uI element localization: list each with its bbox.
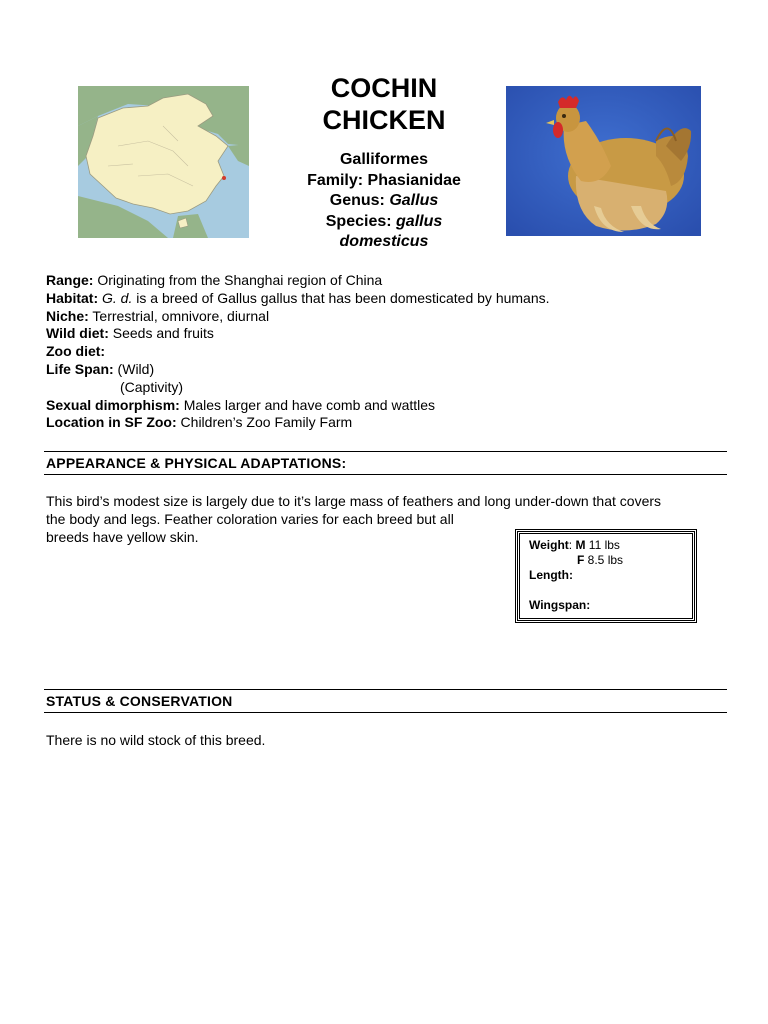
taxon-order: Galliformes xyxy=(339,151,429,168)
measurements-box xyxy=(517,531,695,621)
fact-dimorphism xyxy=(46,397,550,415)
dimorphism-value: Males larger and have comb and wattles xyxy=(179,396,436,413)
weight-row xyxy=(529,538,692,553)
habitat-label: Habitat: xyxy=(46,289,99,306)
fact-life-span xyxy=(46,361,550,379)
female-row xyxy=(529,553,692,568)
fact-habitat xyxy=(46,290,550,308)
taxon-species xyxy=(270,212,498,233)
wild-diet-label: Wild diet: xyxy=(46,325,109,342)
facts-list xyxy=(46,272,550,432)
title-line-2: CHICKEN xyxy=(322,105,446,135)
taxon-species-cont: domesticus xyxy=(339,233,429,250)
location-label: Location in SF Zoo: xyxy=(46,414,177,431)
habitat-value: is a breed of Gallus gallus that has been domesticated by humans. xyxy=(132,289,550,306)
habitat-abbr: G. d. xyxy=(102,289,133,306)
appearance-line-1: This bird’s modest size is largely due to it’s large mass of feathers and long under-down that covers xyxy=(46,493,662,509)
life-span-wild: (Wild) xyxy=(113,360,155,377)
family-value: Phasianidae xyxy=(367,171,461,189)
fact-life-span-captivity: (Captivity) xyxy=(120,378,184,395)
length-label: Length: xyxy=(529,568,573,582)
fact-niche xyxy=(46,308,550,326)
fact-location xyxy=(46,414,550,432)
taxon-genus xyxy=(270,191,498,212)
title-block xyxy=(270,72,498,253)
species-label: Species: xyxy=(325,212,397,230)
china-map-icon xyxy=(78,86,249,238)
life-span-label: Life Span: xyxy=(46,360,114,377)
wild-diet-value: Seeds and fruits xyxy=(108,325,214,342)
length-row xyxy=(529,568,692,583)
wingspan-label: Wingspan: xyxy=(529,598,591,612)
wingspan-row xyxy=(529,598,692,613)
species-value-1: gallus xyxy=(396,212,443,230)
genus-label: Genus: xyxy=(329,192,390,209)
taxonomy xyxy=(270,150,498,253)
family-label: Family: xyxy=(307,171,368,189)
appearance-heading: APPEARANCE & PHYSICAL ADAPTATIONS: xyxy=(44,451,727,475)
appearance-line-2: the body and legs. Feather coloration varies for each breed but all xyxy=(46,511,454,527)
weight-sep: : xyxy=(568,538,576,552)
weight-label: Weight xyxy=(529,538,569,552)
taxon-family xyxy=(270,171,498,192)
male-label: M xyxy=(575,538,586,552)
cochin-rooster-photo xyxy=(506,86,701,236)
niche-label: Niche: xyxy=(46,307,89,324)
status-text: There is no wild stock of this breed. xyxy=(46,732,266,748)
niche-value: Terrestrial, omnivore, diurnal xyxy=(88,307,270,324)
page-title xyxy=(270,72,498,136)
range-value: Originating from the Shanghai region of China xyxy=(93,272,383,288)
male-value: 11 lbs xyxy=(585,538,620,552)
fact-zoo-diet xyxy=(46,343,550,361)
location-value: Children’s Zoo Family Farm xyxy=(176,414,353,431)
status-heading: STATUS & CONSERVATION xyxy=(44,689,727,713)
fact-range xyxy=(46,272,550,290)
title-line-1: COCHIN xyxy=(330,73,438,103)
female-value: 8.5 lbs xyxy=(584,553,624,567)
appearance-line-3: breeds have yellow skin. xyxy=(46,529,199,545)
fact-wild-diet xyxy=(46,325,550,343)
range-label: Range: xyxy=(46,272,94,288)
genus-value: Gallus xyxy=(389,192,439,209)
zoo-diet-label: Zoo diet: xyxy=(46,343,106,360)
dimorphism-label: Sexual dimorphism: xyxy=(46,396,180,413)
female-label: F xyxy=(577,553,585,567)
